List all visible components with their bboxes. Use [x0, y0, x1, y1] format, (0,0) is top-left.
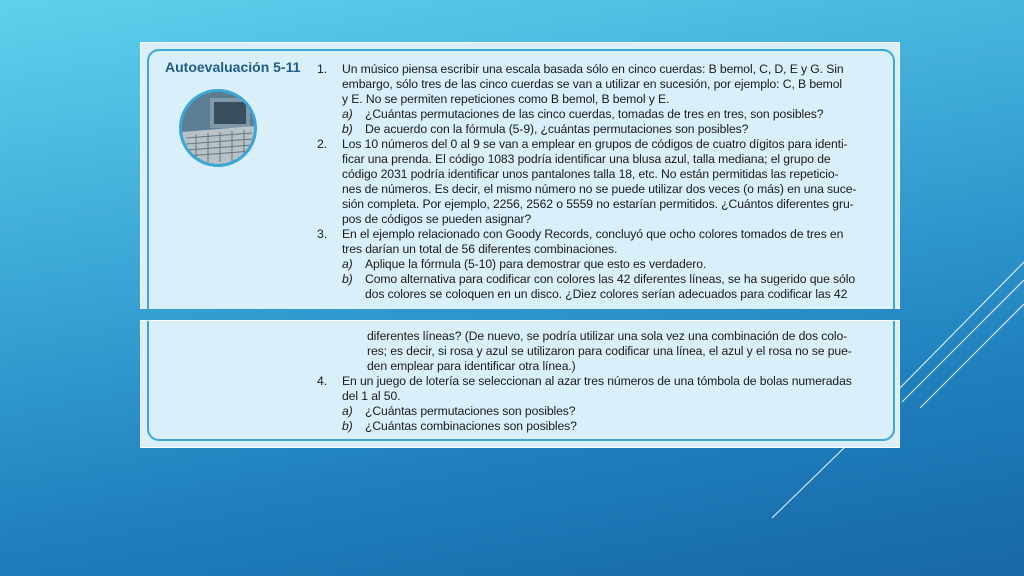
item-number: 4.	[317, 374, 328, 388]
continuation-line: diferentes líneas? (De nuevo, se podría utilizar una sola vez una combinación de dos colo-	[367, 329, 848, 343]
item-text-line: del 1 al 50.	[342, 389, 401, 403]
part-letter: b)	[342, 272, 353, 286]
item-text-line: Los 10 números del 0 al 9 se van a emplear en grupos de códigos de cuatro dígitos para identi-	[342, 137, 848, 151]
part-text-line: Como alternativa para codificar con colores las 42 diferentes líneas, se ha sugerido que sólo	[365, 272, 855, 286]
item-text-line: y E. No se permiten repeticiones como B bemol, B bemol y E.	[342, 92, 670, 106]
item-text-line: En un juego de lotería se seleccionan al azar tres números de una tómbola de bolas numeradas	[342, 374, 852, 388]
item-text-line: embargo, sólo tres de las cinco cuerdas se van a utilizar en sucesión, por ejemplo: C, B bemol	[342, 77, 843, 91]
part-letter: a)	[342, 107, 353, 121]
item-text-line: En el ejemplo relacionado con Goody Records, concluyó que ocho colores tomados de tres en	[342, 227, 844, 241]
item-text-line: tres darían un total de 56 diferentes combinaciones.	[342, 242, 618, 256]
item-text-line: ficar una prenda. El código 1083 podría identificar una blusa azul, talla mediana; el grupo de	[342, 152, 831, 166]
continuation-line: den emplear para identificar otra línea.)	[367, 359, 576, 373]
item-text-line: pos de códigos se pueden asignar?	[342, 212, 532, 226]
item-text-line: Un músico piensa escribir una escala basada sólo en cinco cuerdas: B bemol, C, D, E y G. Sin	[342, 62, 844, 76]
part-text-line: ¿Cuántas combinaciones son posibles?	[365, 419, 577, 433]
computer-photo	[179, 89, 257, 167]
part-letter: b)	[342, 122, 353, 136]
section-title: Autoevaluación 5-11	[165, 59, 301, 75]
part-letter: b)	[342, 419, 353, 433]
part-text-line: ¿Cuántas permutaciones son posibles?	[365, 404, 576, 418]
part-text-line: De acuerdo con la fórmula (5-9), ¿cuántas permutaciones son posibles?	[365, 122, 749, 136]
item-text-line: sión completa. Por ejemplo, 2256, 2562 o 5559 no estarían permitidos. ¿Cuántos diferentes gru-	[342, 197, 854, 211]
part-letter: a)	[342, 257, 353, 271]
textbook-excerpt-top	[140, 42, 900, 309]
part-text-line: dos colores se coloquen en un disco. ¿Diez colores serían adecuados para codificar las 42	[365, 287, 848, 301]
textbook-excerpt-bottom	[140, 320, 900, 448]
part-text-line: ¿Cuántas permutaciones de las cinco cuerdas, tomadas de tres en tres, son posibles?	[365, 107, 824, 121]
item-number: 1.	[317, 62, 328, 76]
part-letter: a)	[342, 404, 353, 418]
item-number: 3.	[317, 227, 328, 241]
continuation-line: res; es decir, si rosa y azul se utilizaron para codificar una línea, el azul y el rosa no se pue-	[367, 344, 852, 358]
item-number: 2.	[317, 137, 328, 151]
item-text-line: nes de números. Es decir, el mismo número no se puede utilizar dos veces (o más) en una suce-	[342, 182, 857, 196]
part-text-line: Aplique la fórmula (5-10) para demostrar que esto es verdadero.	[365, 257, 707, 271]
item-text-line: código 2031 podría identificar unos pantalones talla 18, etc. No están permitidas las repeticio-	[342, 167, 839, 181]
